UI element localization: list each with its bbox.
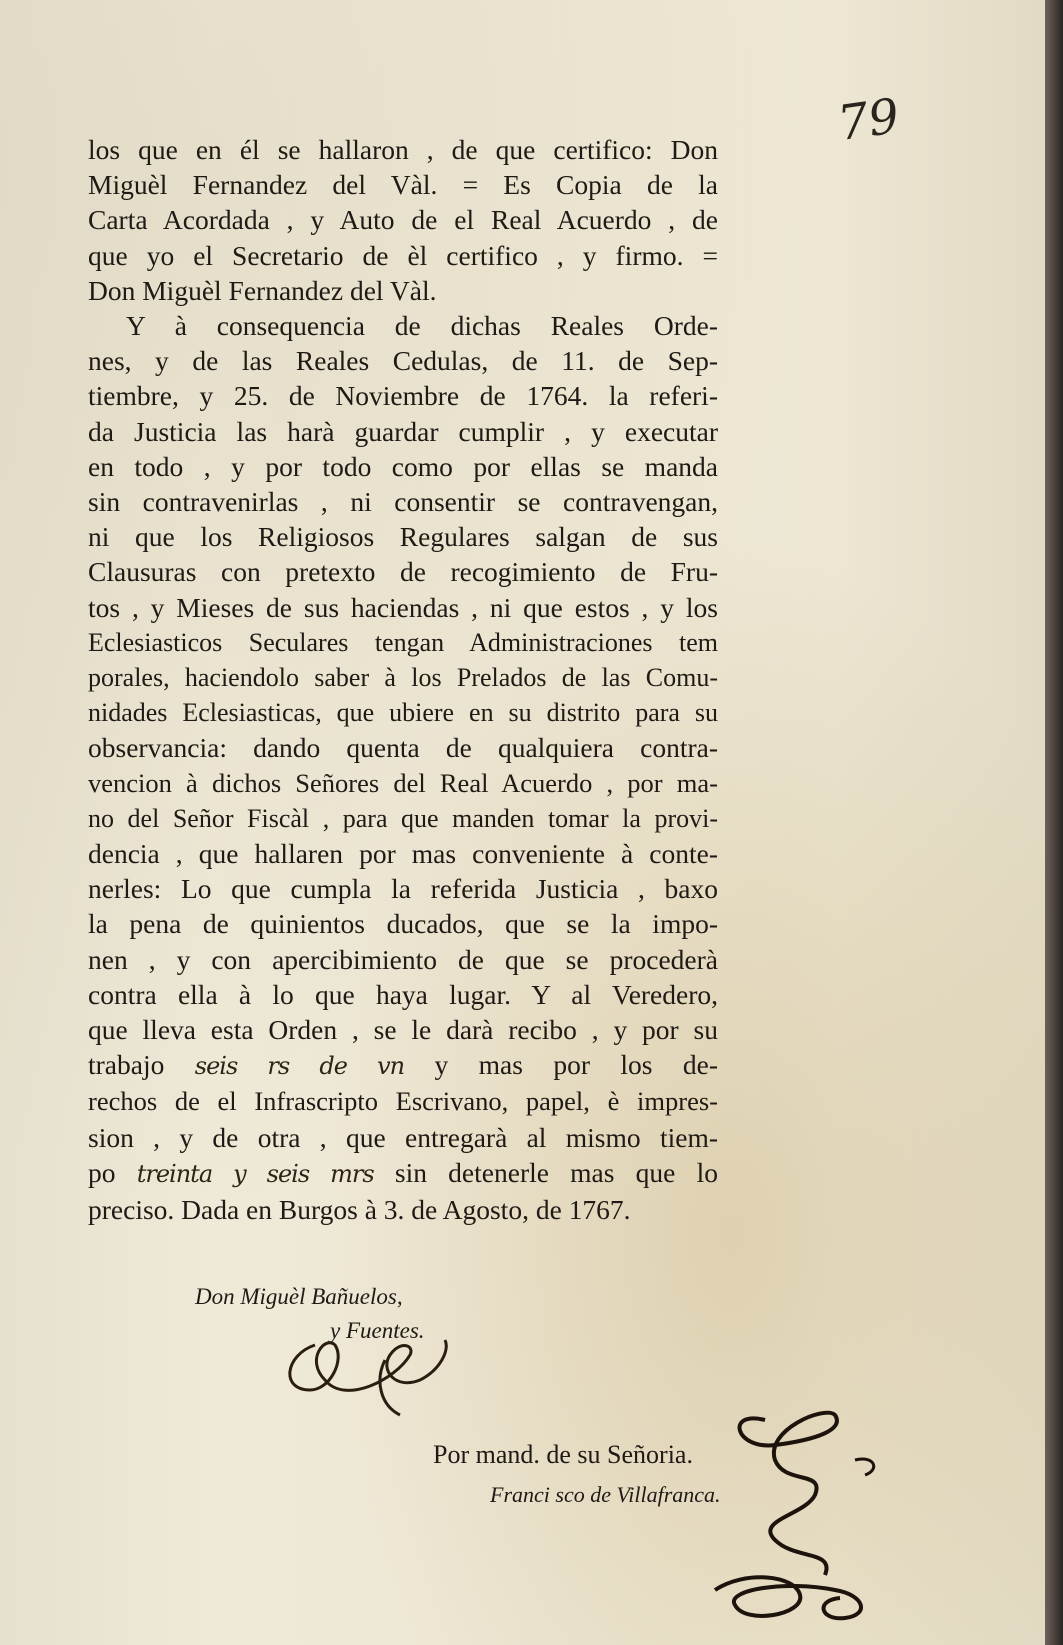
body-line: Don Miguèl Fernandez del Vàl. [88, 274, 437, 306]
body-line: Clausuras con pretexto de recogimiento de Fru- [88, 556, 718, 588]
body-line: Y à consequencia de dichas Reales Orde- [126, 310, 718, 342]
body-line: no del Señor Fiscàl , para que manden tomar la provi- [88, 803, 718, 833]
po-suffix: sin detenerle mas que lo [394, 1156, 718, 1188]
signature-flourish [275, 1320, 475, 1430]
body-line: tos , y Mieses de sus haciendas , ni que estos , y los [88, 591, 718, 623]
body-line: sin contravenirlas , ni consentir se contravengan, [88, 486, 718, 518]
body-line: Carta Acordada , y Auto de el Real Acuerdo , de [88, 204, 718, 236]
page-edge [1045, 0, 1063, 1645]
folio-number: 79 [834, 88, 903, 152]
body-line: rechos de el Infrascripto Escrivano, papel, è impres- [88, 1086, 718, 1117]
body-line: la pena de quinientos ducados, que se la impo- [88, 908, 718, 940]
body-line-trabajo [88, 1047, 718, 1084]
body-line: dencia , que hallaren por mas conveniente à conte- [88, 838, 718, 870]
body-line: contra ella à lo que haya lugar. Y al Veredero, [88, 978, 718, 1010]
body-line-po [88, 1155, 718, 1192]
body-line: Eclesiasticos Seculares tengan Administraciones tem [88, 627, 718, 657]
body-line: nes, y de las Reales Cedulas, de 11. de Sep- [88, 345, 718, 377]
body-line: da Justicia las harà guardar cumplir , y executar [88, 415, 718, 447]
signature-rubric [705, 1400, 895, 1630]
body-line: Miguèl Fernandez del Vàl. = Es Copia de la [88, 169, 718, 201]
signer-name-line1: Don Miguèl Bañuelos, [195, 1284, 403, 1309]
body-line: vencion à dichos Señores del Real Acuerdo , por ma- [88, 767, 718, 798]
signer-name-line2: y Fuentes. [330, 1318, 425, 1343]
body-line: nidades Eclesiasticas, que ubiere en su distrito para su [88, 698, 718, 728]
notary-name: Franci sco de Villafranca. [490, 1482, 721, 1507]
mandate-line: Por mand. de su Señoria. [433, 1440, 693, 1469]
po-prefix: po [88, 1156, 116, 1188]
trabajo-prefix: trabajo [88, 1049, 165, 1081]
body-line: nen , y con apercibimiento de que se procederà [88, 943, 718, 975]
body-line: nerles: Lo que cumpla la referida Justicia , baxo [88, 873, 718, 905]
trabajo-suffix: y mas por los de- [434, 1049, 719, 1081]
handwritten-amount: treinta y seis mrs [136, 1159, 374, 1188]
body-line: sion , y de otra , que entregarà al mismo tiem- [88, 1121, 718, 1153]
body-line: porales, haciendolo saber à los Prelados de las Comu- [88, 663, 718, 693]
handwritten-fee: seis rs de vn [194, 1052, 405, 1081]
body-text [88, 132, 718, 1227]
body-line: en todo , y por todo como por ellas se manda [88, 450, 718, 482]
body-line: los que en él se hallaron , de que certifico: Don [88, 134, 718, 165]
body-line: observancia: dando quenta de qualquiera contra- [88, 732, 718, 764]
body-line: tiembre, y 25. de Noviembre de 1764. la referi- [88, 380, 718, 412]
body-line: que yo el Secretario de èl certifico , y firmo. = [88, 239, 718, 271]
date-line: preciso. Dada en Burgos à 3. de Agosto, de 1767. [88, 1194, 631, 1226]
body-line: ni que los Religiosos Regulares salgan de sus [88, 521, 718, 553]
body-line: que lleva esta Orden , se le darà recibo , y por su [88, 1014, 718, 1046]
